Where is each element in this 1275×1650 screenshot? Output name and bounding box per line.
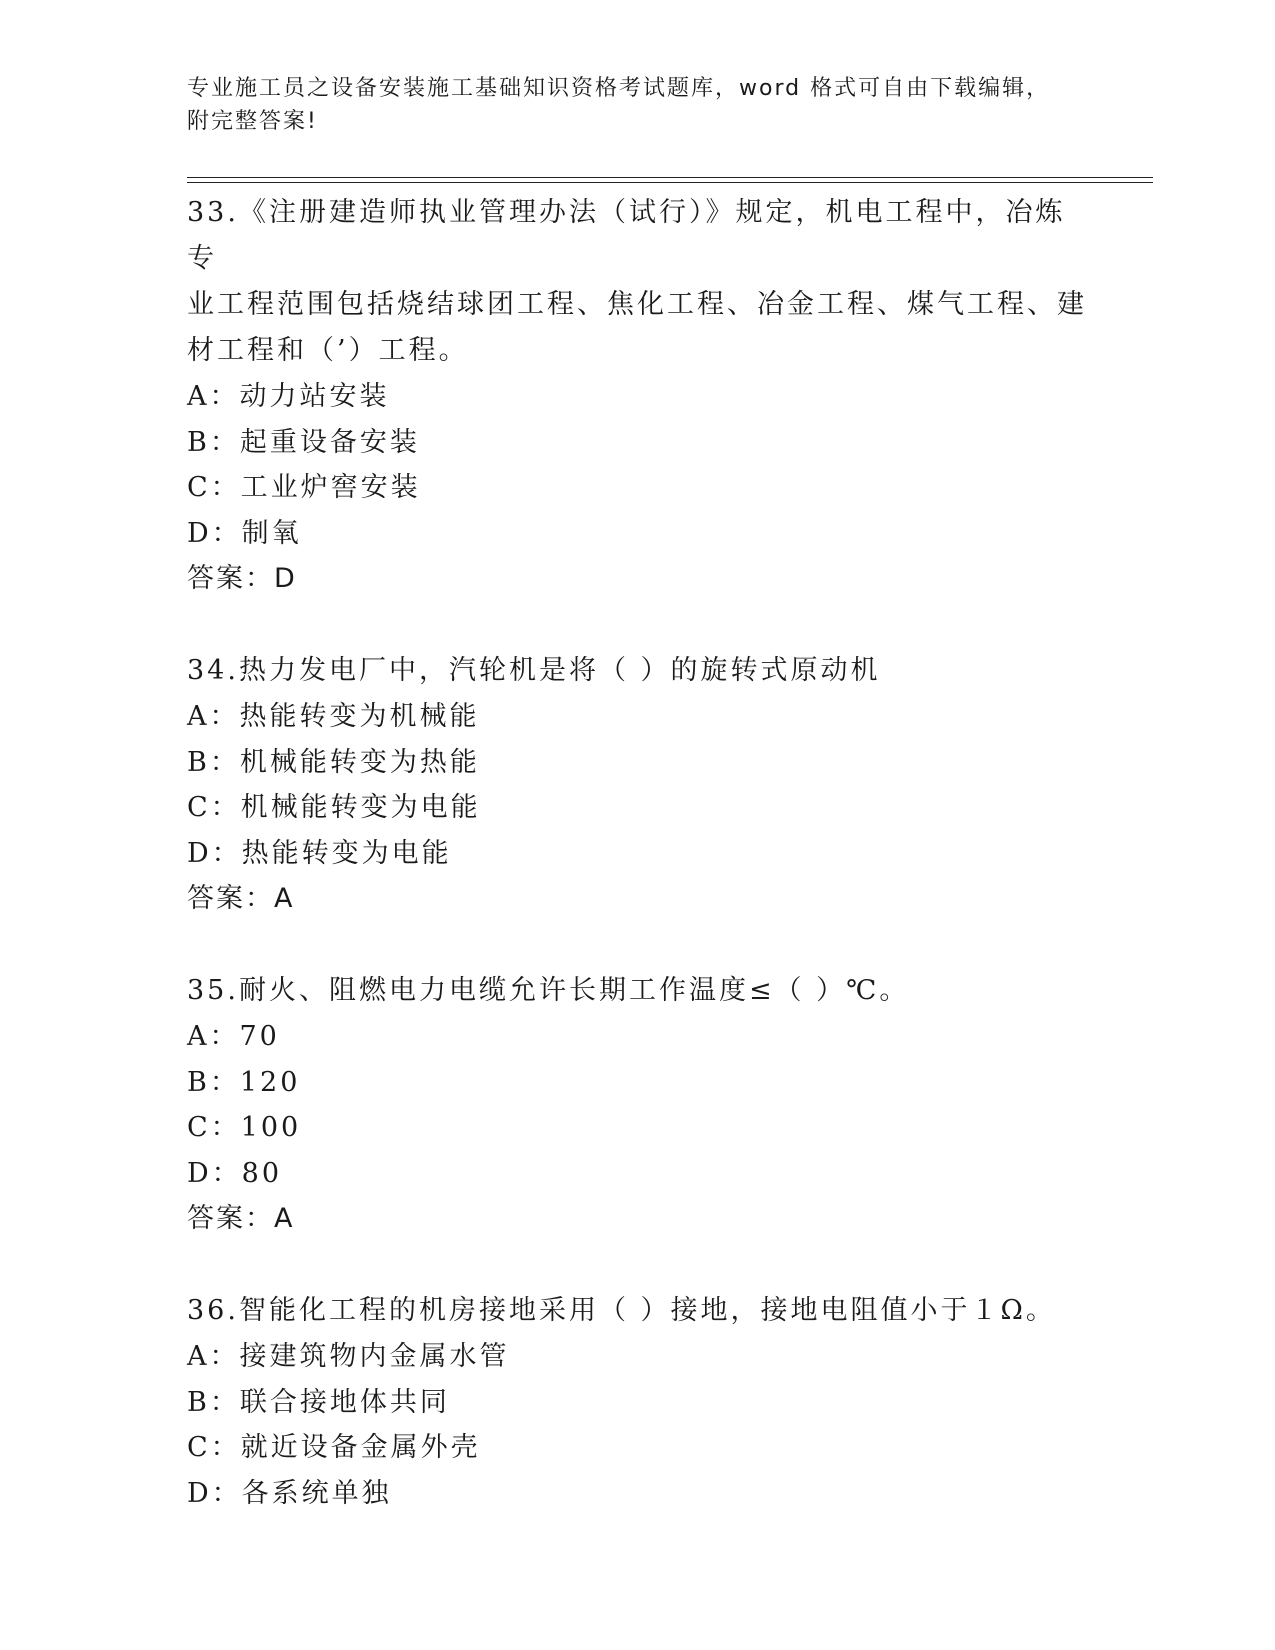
option-a: A：热能转变为机械能: [187, 701, 480, 732]
question-stem: [187, 968, 1087, 1014]
stem-line: 业工程范围包括烧结球团工程、焦化工程、冶金工程、煤气工程、建: [187, 289, 1087, 320]
document-header: [187, 72, 1087, 138]
option-d: D：制氧: [187, 517, 302, 549]
option-b: B：联合接地体共同: [187, 1386, 450, 1418]
option-c: C：100: [187, 1112, 302, 1143]
question-34: [187, 648, 1087, 922]
question-list: [187, 190, 1087, 1562]
option-b: B：机械能转变为热能: [187, 746, 480, 778]
header-divider-bottom: [187, 182, 1153, 183]
question-36: [187, 1288, 1087, 1516]
option-c: C：工业炉窖安装: [187, 472, 421, 503]
option-d: D：各系统单独: [187, 1477, 392, 1509]
question-stem: [187, 648, 1087, 694]
header-line-2: 附完整答案!: [187, 109, 318, 134]
option-c: C：机械能转变为电能: [187, 792, 481, 823]
answer: 答案：A: [187, 883, 295, 914]
option-a: A：70: [187, 1021, 280, 1052]
answer: 答案：D: [187, 563, 297, 594]
option-b: B：120: [187, 1066, 301, 1098]
stem-line: 35.耐火、阻燃电力电缆允许长期工作温度≤（ ）℃。: [187, 975, 910, 1006]
option-b: B：起重设备安装: [187, 426, 420, 458]
option-a: A：接建筑物内金属水管: [187, 1341, 510, 1372]
option-d: D：80: [187, 1157, 283, 1189]
question-stem: [187, 190, 1087, 374]
header-divider-top: [187, 177, 1153, 178]
question-35: [187, 968, 1087, 1242]
stem-line: 33.《注册建造师执业管理办法（试行）》规定，机电工程中，冶炼专: [187, 197, 1066, 274]
stem-line: 34.热力发电厂中，汽轮机是将（ ）的旋转式原动机: [187, 655, 881, 686]
header-line-1: 专业施工员之设备安装施工基础知识资格考试题库，word 格式可自由下载编辑，: [187, 76, 1051, 101]
stem-line: 材工程和（’）工程。: [187, 335, 469, 366]
stem-line: 36.智能化工程的机房接地采用（ ）接地，接地电阻值小于１Ω。: [187, 1295, 1056, 1326]
option-d: D：热能转变为电能: [187, 837, 452, 869]
question-stem: [187, 1288, 1087, 1334]
question-33: [187, 190, 1087, 602]
option-c: C：就近设备金属外壳: [187, 1432, 481, 1463]
option-a: A：动力站安装: [187, 381, 390, 412]
answer: 答案：A: [187, 1203, 295, 1234]
